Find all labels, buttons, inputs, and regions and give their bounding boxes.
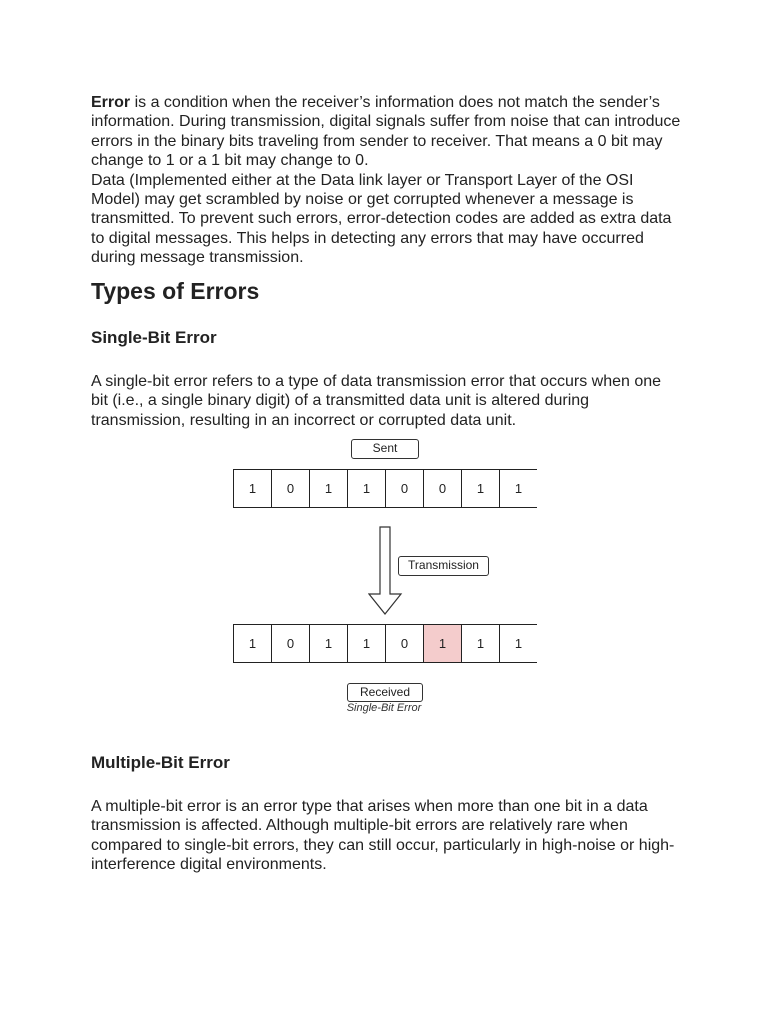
bit-cell: 1 [347, 624, 385, 663]
received-label: Received [347, 683, 423, 702]
error-bit-cell: 1 [423, 624, 461, 663]
bit-cell: 0 [385, 469, 423, 508]
received-bit-row [233, 624, 537, 663]
bit-cell: 1 [499, 469, 537, 508]
error-term: Error [91, 94, 131, 111]
data-paragraph: Data (Implemented either at the Data link layer or Transport Layer of the OSI Model) may get scrambled by noise or get corrupted whenever a message is transmitted. To prevent such errors, error-detection codes are added as extra data to digital messages. This helps in detecting any errors that may have occurred during message transmission. [91, 171, 672, 267]
types-of-errors-heading: Types of Errors [91, 278, 260, 304]
bit-cell: 0 [385, 624, 423, 663]
bit-cell: 1 [461, 624, 499, 663]
error-definition-text: is a condition when the receiver’s information does not match the sender’s information. During transmission, digital signals suffer from noise that can introduce errors in the binary bits traveling from sender to receiver. That means a 0 bit may change to 1 or a 1 bit may change to 0. [91, 94, 681, 170]
single-bit-error-paragraph: A single-bit error refers to a type of data transmission error that occurs when one bit (i.e., a single binary digit) of a transmitted data unit is altered during transmission, resulting in an incorrect or corrupted data unit. [91, 373, 662, 429]
diagram-caption: Single-Bit Error [346, 702, 422, 714]
bit-cell: 0 [271, 624, 309, 663]
bit-cell: 1 [461, 469, 499, 508]
single-bit-error-heading: Single-Bit Error [91, 328, 217, 347]
error-definition-paragraph [91, 93, 681, 171]
sent-label: Sent [351, 439, 419, 459]
transmission-label: Transmission [398, 556, 489, 576]
bit-cell: 1 [309, 469, 347, 508]
intro-section [91, 93, 681, 268]
multiple-bit-error-paragraph: A multiple-bit error is an error type that arises when more than one bit in a data transmission is affected. Although multiple-bit errors are relatively rare when compared to single-bit errors, they can still occur, particularly in high-noise or high-interference digital environments. [91, 798, 675, 874]
bit-cell: 1 [233, 624, 271, 663]
sent-bit-row [233, 469, 537, 508]
bit-cell: 1 [499, 624, 537, 663]
multiple-bit-error-heading: Multiple-Bit Error [91, 753, 230, 772]
bit-cell: 1 [233, 469, 271, 508]
bit-cell: 1 [309, 624, 347, 663]
bit-cell: 1 [347, 469, 385, 508]
bit-cell: 0 [423, 469, 461, 508]
bit-cell: 0 [271, 469, 309, 508]
